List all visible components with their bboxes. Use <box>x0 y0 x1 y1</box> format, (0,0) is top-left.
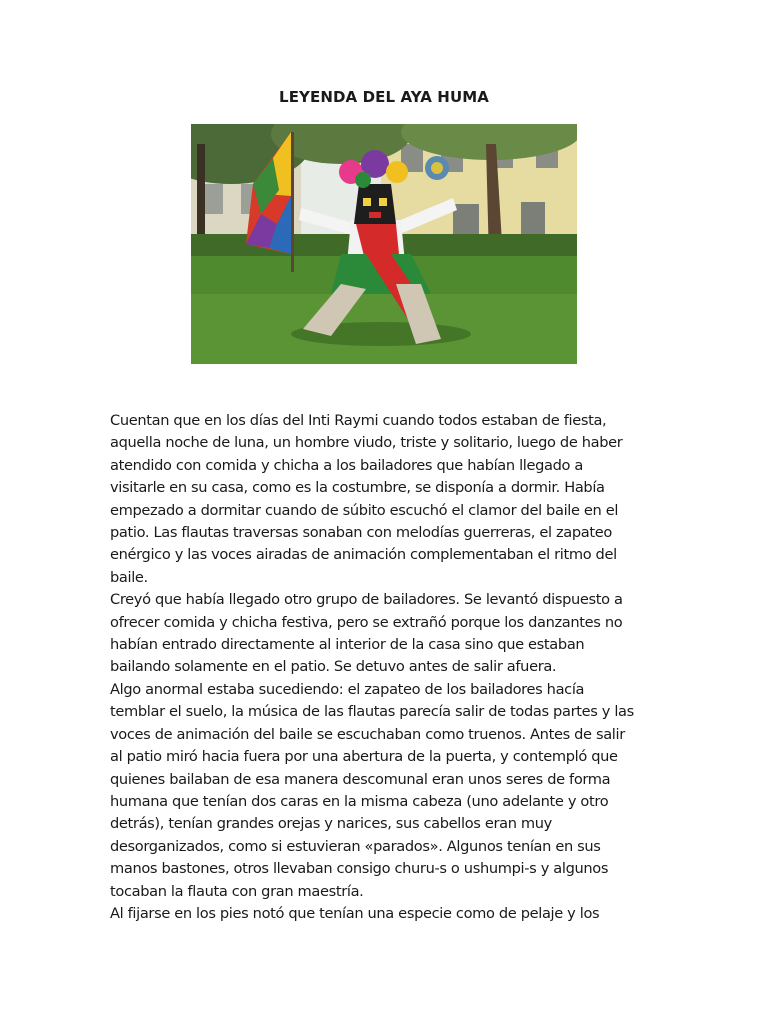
text-line: manos bastones, otros llevaban consigo churu-s o ushumpi-s y algunos <box>110 860 609 878</box>
text-line: visitarle en su casa, como es la costumbre, se disponía a dormir. Había <box>110 479 605 497</box>
page-title: LEYENDA DEL AYA HUMA <box>279 88 489 106</box>
text-line: al patio miró hacia fuera por una abertura de la puerta, y contempló que <box>110 748 618 766</box>
aya-huma-dancer-photo <box>191 124 577 364</box>
text-line: atendido con comida y chicha a los bailadores que habían llegado a <box>110 456 584 474</box>
text-line: Creyó que había llegado otro grupo de bailadores. Se levantó dispuesto a <box>110 591 623 609</box>
text-line: detrás), tenían grandes orejas y narices, sus cabellos eran muy <box>110 815 552 833</box>
text-line: temblar el suelo, la música de las flautas parecía salir de todas partes y las <box>110 703 634 721</box>
text-line: baile. <box>110 568 148 586</box>
text-line: empezado a dormitar cuando de súbito escuchó el clamor del baile en el <box>110 501 619 519</box>
text-line: aquella noche de luna, un hombre viudo, triste y solitario, luego de haber <box>110 434 623 452</box>
text-line: voces de animación del baile se escuchaban como truenos. Antes de salir <box>110 725 625 743</box>
text-line: desorganizados, como si estuvieran «parados». Algunos tenían en sus <box>110 837 601 855</box>
text-line: enérgico y las voces airadas de animación complementaban el ritmo del <box>110 546 617 564</box>
text-line: tocaban la flauta con gran maestría. <box>110 882 364 900</box>
text-line: humana que tenían dos caras en la misma cabeza (uno adelante y otro <box>110 792 609 810</box>
text-line: Cuentan que en los días del Inti Raymi cuando todos estaban de fiesta, <box>110 412 607 429</box>
story-text <box>110 410 670 925</box>
text-line: bailando solamente en el patio. Se detuvo antes de salir afuera. <box>110 658 557 676</box>
text-line: patio. Las flautas traversas sonaban con melodías guerreras, el zapateo <box>110 524 612 542</box>
text-line: Algo anormal estaba sucediendo: el zapateo de los bailadores hacía <box>110 680 585 698</box>
text-line: quienes bailaban de esa manera descomunal eran unos seres de forma <box>110 770 611 788</box>
text-line: habían entrado directamente al interior de la casa sino que estaban <box>110 636 585 654</box>
text-line: Al fijarse en los pies notó que tenían una especie como de pelaje y los <box>110 904 600 922</box>
text-line: ofrecer comida y chicha festiva, pero se extrañó porque los danzantes no <box>110 613 623 631</box>
